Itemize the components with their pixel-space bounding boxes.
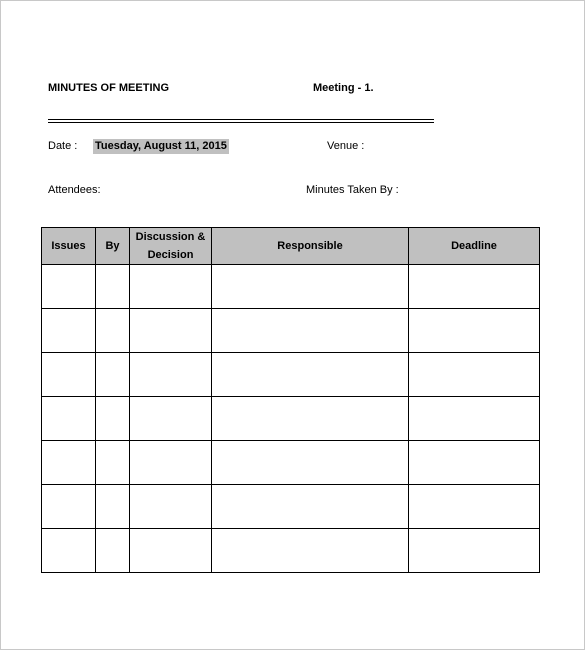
minutes-table <box>41 227 540 573</box>
venue-label: Venue : <box>327 140 365 152</box>
table-cell-deadline[interactable] <box>409 265 540 309</box>
table-row <box>42 265 540 309</box>
table-cell-responsible[interactable] <box>212 529 409 573</box>
table-cell-discussion[interactable] <box>130 397 212 441</box>
table-cell-discussion[interactable] <box>130 353 212 397</box>
table-cell-discussion[interactable] <box>130 265 212 309</box>
column-header-issues: Issues <box>42 228 96 265</box>
table-cell-issues[interactable] <box>42 529 96 573</box>
column-header-responsible: Responsible <box>212 228 409 265</box>
column-header-by: By <box>96 228 130 265</box>
table-cell-responsible[interactable] <box>212 441 409 485</box>
table-row <box>42 309 540 353</box>
table-row <box>42 397 540 441</box>
table-cell-by[interactable] <box>96 309 130 353</box>
table-cell-deadline[interactable] <box>409 397 540 441</box>
table-cell-issues[interactable] <box>42 265 96 309</box>
meeting-number: Meeting - 1. <box>313 82 374 94</box>
table-cell-issues[interactable] <box>42 441 96 485</box>
table-header-row <box>42 228 540 265</box>
table-cell-responsible[interactable] <box>212 485 409 529</box>
double-rule-top <box>48 119 434 120</box>
table-cell-issues[interactable] <box>42 397 96 441</box>
table-cell-responsible[interactable] <box>212 397 409 441</box>
table-row <box>42 485 540 529</box>
table-row <box>42 441 540 485</box>
table-cell-issues[interactable] <box>42 485 96 529</box>
table-row <box>42 353 540 397</box>
table-cell-deadline[interactable] <box>409 309 540 353</box>
table-cell-discussion[interactable] <box>130 441 212 485</box>
table-cell-by[interactable] <box>96 485 130 529</box>
table-cell-discussion[interactable] <box>130 309 212 353</box>
minutes-taken-by-label: Minutes Taken By : <box>306 184 399 196</box>
table-cell-discussion[interactable] <box>130 529 212 573</box>
table-cell-deadline[interactable] <box>409 441 540 485</box>
document-title: MINUTES OF MEETING <box>48 82 169 94</box>
table-cell-responsible[interactable] <box>212 353 409 397</box>
table-row <box>42 529 540 573</box>
table-cell-discussion[interactable] <box>130 485 212 529</box>
column-header-deadline: Deadline <box>409 228 540 265</box>
date-field[interactable]: Tuesday, August 11, 2015 <box>95 140 227 152</box>
table-cell-deadline[interactable] <box>409 485 540 529</box>
table-cell-by[interactable] <box>96 397 130 441</box>
table-cell-by[interactable] <box>96 265 130 309</box>
column-header-discussion-decision: Discussion & Decision <box>130 228 212 265</box>
table-cell-by[interactable] <box>96 353 130 397</box>
table-cell-responsible[interactable] <box>212 309 409 353</box>
table-cell-issues[interactable] <box>42 353 96 397</box>
table-cell-by[interactable] <box>96 441 130 485</box>
double-rule-bottom <box>48 122 434 123</box>
table-cell-by[interactable] <box>96 529 130 573</box>
table-cell-responsible[interactable] <box>212 265 409 309</box>
table-cell-deadline[interactable] <box>409 353 540 397</box>
date-label: Date : <box>48 140 78 152</box>
attendees-label: Attendees: <box>48 184 101 196</box>
table-cell-issues[interactable] <box>42 309 96 353</box>
table-cell-deadline[interactable] <box>409 529 540 573</box>
